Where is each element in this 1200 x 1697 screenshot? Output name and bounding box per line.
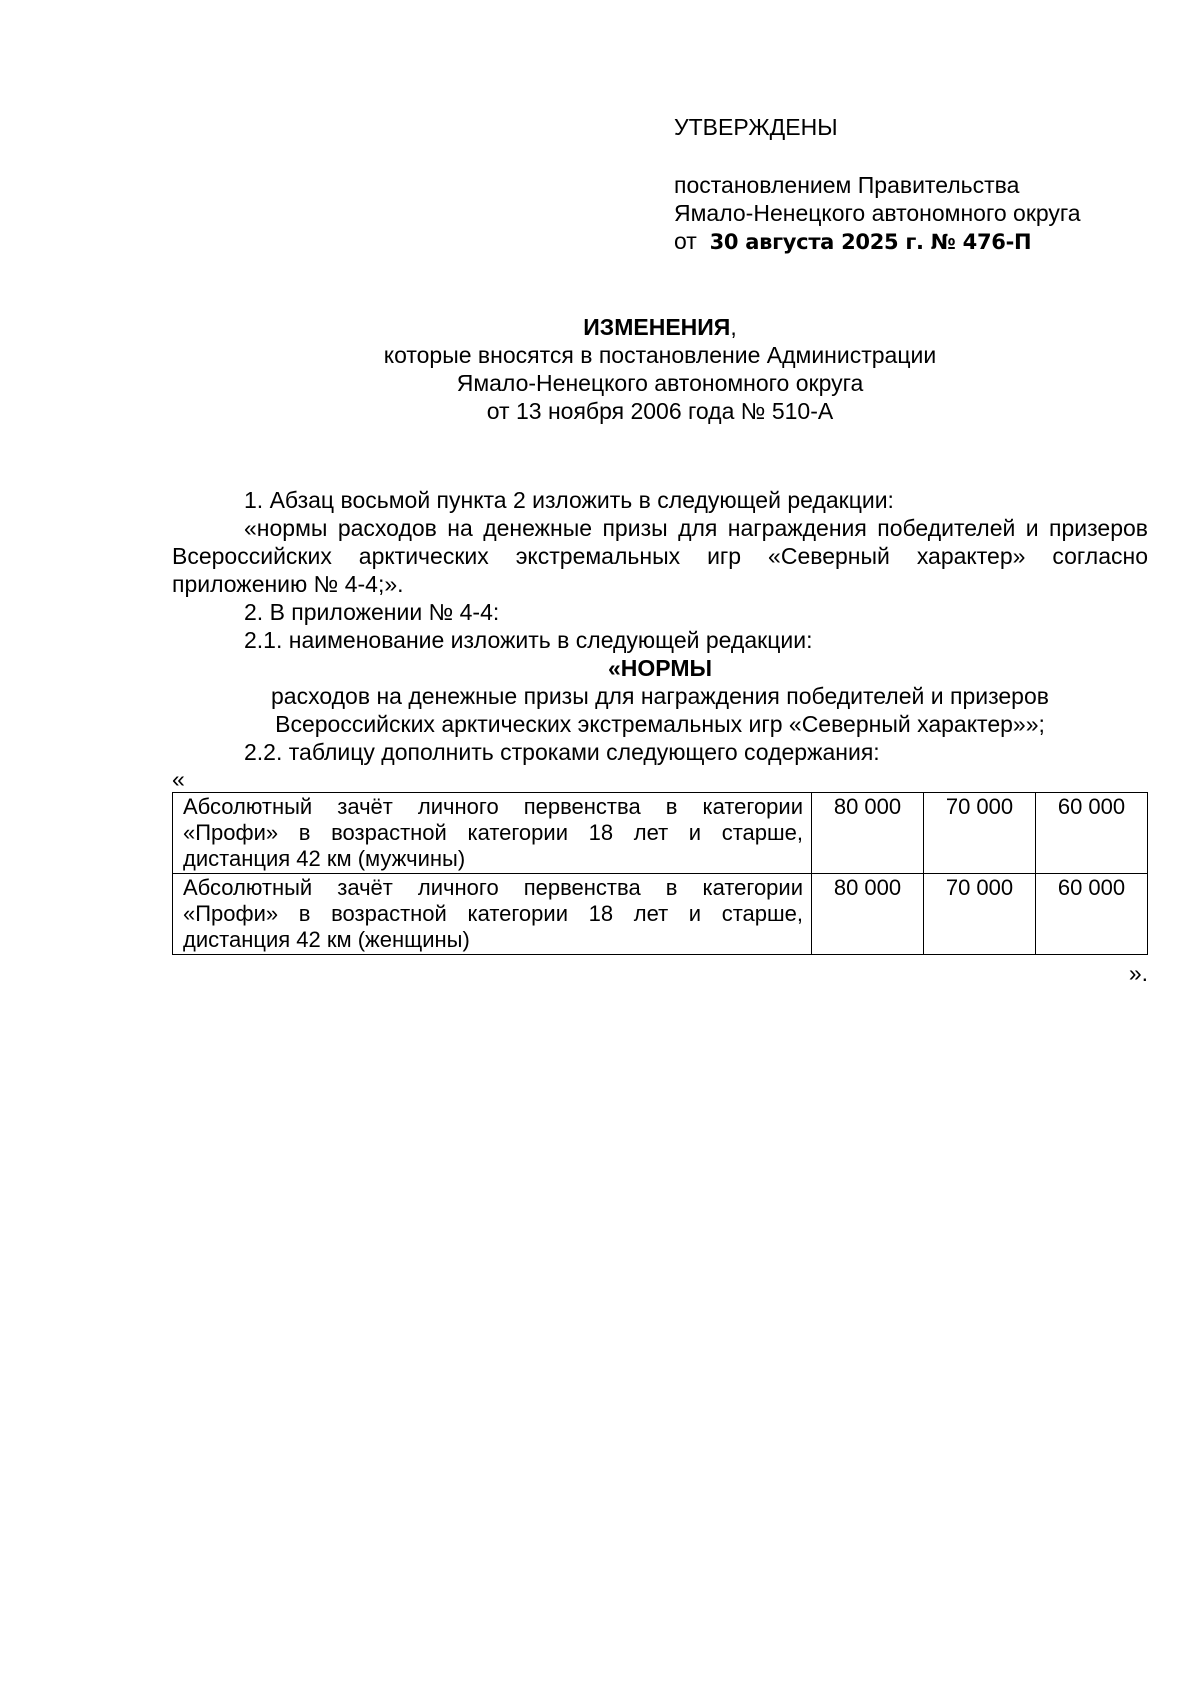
approval-line-2: Ямало-Ненецкого автономного округа — [674, 200, 1081, 226]
document-body — [172, 486, 1148, 987]
table-cell-prize-1: 80 000 — [812, 793, 924, 874]
table-row — [173, 874, 1148, 955]
table-cell-prize-2: 70 000 — [924, 793, 1036, 874]
approval-date-line — [674, 227, 1174, 256]
quote-close: ». — [1128, 960, 1148, 986]
table-row — [173, 793, 1148, 874]
paragraph-1: 1. Абзац восьмой пункта 2 изложить в следующей редакции: — [244, 487, 894, 513]
norms-line-1: расходов на денежные призы для награждения победителей и призеров — [271, 683, 1049, 709]
paragraph-4: 2.1. наименование изложить в следующей редакции: — [244, 627, 813, 653]
paragraph-3: 2. В приложении № 4-4: — [244, 599, 500, 625]
quote-open: « — [172, 766, 185, 792]
prizes-table — [172, 792, 1148, 955]
heading-title: ИЗМЕНЕНИЯ — [583, 314, 731, 340]
approval-date-stamp: 30 августа 2025 г. № 476-П — [709, 230, 1032, 254]
table-cell-description: Абсолютный зачёт личного первенства в категории «Профи» в возрастной категории 18 лет и старше, дистанция 42 км (женщины) — [173, 874, 812, 955]
heading-title-suffix: , — [730, 314, 737, 340]
norms-line-2: Всероссийских арктических экстремальных игр «Северный характер»»; — [275, 711, 1045, 737]
approved-label: УТВЕРЖДЕНЫ — [674, 114, 838, 140]
heading-line-3: от 13 ноября 2006 года № 510-А — [486, 398, 834, 424]
table-cell-prize-3: 60 000 — [1036, 874, 1148, 955]
approval-block — [674, 113, 1174, 256]
norms-title: «НОРМЫ — [607, 655, 712, 681]
paragraph-2: «нормы расходов на денежные призы для награждения победителей и призеров Всероссийских арктических экстремальных игр «Северный характер» согласно приложению № 4-4;». — [172, 515, 1148, 597]
table-cell-prize-1: 80 000 — [812, 874, 924, 955]
table-cell-prize-2: 70 000 — [924, 874, 1036, 955]
approval-line-1: постановлением Правительства — [674, 172, 1020, 198]
document-heading — [170, 313, 1150, 425]
approval-date-prefix: от — [674, 228, 697, 254]
heading-line-2: Ямало-Ненецкого автономного округа — [456, 370, 864, 396]
table-cell-prize-3: 60 000 — [1036, 793, 1148, 874]
table-cell-description: Абсолютный зачёт личного первенства в категории «Профи» в возрастной категории 18 лет и старше, дистанция 42 км (мужчины) — [173, 793, 812, 874]
paragraph-5: 2.2. таблицу дополнить строками следующего содержания: — [244, 739, 880, 765]
heading-line-1: которые вносятся в постановление Администрации — [383, 342, 937, 368]
heading-title-line — [170, 313, 1150, 341]
